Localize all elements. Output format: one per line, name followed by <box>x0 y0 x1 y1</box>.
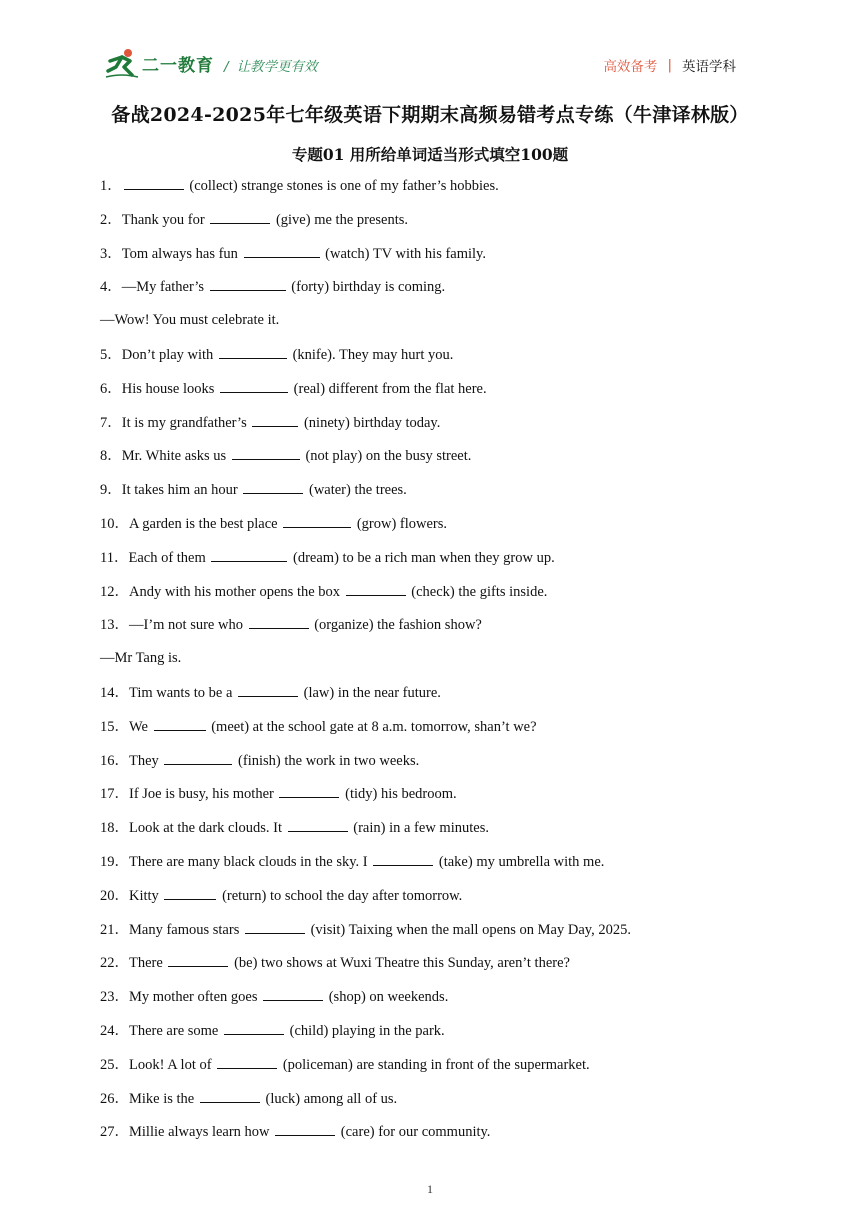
question-item <box>100 648 780 682</box>
brand-logo <box>104 46 216 80</box>
answer-blank[interactable] <box>288 817 348 832</box>
question-text: 2．Thank you for <box>100 211 209 228</box>
question-text: 27．Millie always learn how <box>100 1124 274 1141</box>
question-item <box>100 513 780 547</box>
question-text: 10．A garden is the best place <box>100 515 282 532</box>
question-item <box>100 412 780 446</box>
question-item <box>100 986 780 1020</box>
question-text: 15．We <box>100 718 152 735</box>
question-hint: (grow) flowers. <box>353 515 448 532</box>
answer-blank[interactable] <box>279 783 339 798</box>
answer-blank[interactable] <box>244 243 320 258</box>
question-hint: (ninety) birthday today. <box>300 414 441 431</box>
question-hint: (water) the trees. <box>305 482 407 499</box>
question-item <box>100 243 780 277</box>
question-hint: (give) me the presents. <box>272 211 409 228</box>
question-text: 8．Mr. White asks us <box>100 448 230 465</box>
question-hint: (visit) Taixing when the mall opens on May Day, 2025. <box>306 921 631 938</box>
question-item <box>100 209 780 243</box>
answer-blank[interactable] <box>275 1121 335 1136</box>
answer-blank[interactable] <box>217 1054 277 1069</box>
question-hint: (not play) on the busy street. <box>301 448 472 465</box>
question-text: 20．Kitty <box>100 887 163 904</box>
question-item <box>100 310 780 344</box>
question-item <box>100 783 780 817</box>
question-hint: (care) for our community. <box>337 1124 491 1141</box>
question-item <box>100 614 780 648</box>
question-text: 18．Look at the dark clouds. It <box>100 820 286 837</box>
question-text: 16．They <box>100 752 163 769</box>
question-hint: (policeman) are standing in front of the supermarket. <box>279 1056 590 1073</box>
question-item <box>100 1121 780 1155</box>
answer-blank[interactable] <box>164 885 216 900</box>
question-hint: (forty) birthday is coming. <box>287 279 446 296</box>
question-hint: (meet) at the school gate at 8 a.m. tomorrow, shan’t we? <box>207 718 537 735</box>
header-separator: | <box>667 57 672 73</box>
header-tag: 高效备考 <box>603 59 658 75</box>
question-item <box>100 581 780 615</box>
question-text: 26．Mike is the <box>100 1090 198 1107</box>
question-hint: (child) playing in the park. <box>286 1022 445 1039</box>
answer-blank[interactable] <box>224 1020 284 1035</box>
header-subject: 英语学科 <box>682 59 736 75</box>
question-item <box>100 378 780 412</box>
answer-blank[interactable] <box>210 209 270 224</box>
question-text: 21．Many famous stars <box>100 921 243 938</box>
question-list <box>100 175 780 1155</box>
question-text: 5．Don’t play with <box>100 346 217 363</box>
question-item <box>100 885 780 919</box>
question-text: 11．Each of them <box>100 549 210 566</box>
question-text: 1． <box>100 178 122 194</box>
question-item <box>100 445 780 479</box>
question-text: 24．There are some <box>100 1022 222 1039</box>
runner-logo-icon <box>104 47 140 79</box>
question-hint: (check) the gifts inside. <box>407 583 548 600</box>
question-item <box>100 1020 780 1054</box>
question-hint: (tidy) his bedroom. <box>341 786 457 803</box>
question-hint: (take) my umbrella with me. <box>435 853 605 870</box>
answer-blank[interactable] <box>219 344 287 359</box>
question-item <box>100 276 780 310</box>
question-text: —Mr Tang is. <box>100 650 182 667</box>
answer-blank[interactable] <box>249 614 309 629</box>
question-hint: (dream) to be a rich man when they grow up. <box>289 549 555 566</box>
question-item <box>100 817 780 851</box>
page-header <box>0 0 860 90</box>
question-text: 14．Tim wants to be a <box>100 684 237 701</box>
question-hint: (knife). They may hurt you. <box>288 346 454 363</box>
answer-blank[interactable] <box>232 445 300 460</box>
document-title: 备战2024-2025年七年级英语下期期末高频易错考点专练（牛津译林版） <box>111 104 749 126</box>
question-hint: (rain) in a few minutes. <box>349 820 489 837</box>
question-item <box>100 919 780 953</box>
question-item <box>100 750 780 784</box>
question-text: —Wow! You must celebrate it. <box>100 312 280 329</box>
question-item <box>100 952 780 986</box>
answer-blank[interactable] <box>220 378 288 393</box>
question-item <box>100 175 780 209</box>
answer-blank[interactable] <box>168 952 228 967</box>
question-item <box>100 344 780 378</box>
question-hint: (shop) on weekends. <box>325 989 449 1006</box>
question-item <box>100 716 780 750</box>
answer-blank[interactable] <box>243 479 303 494</box>
question-text: 3．Tom always has fun <box>100 245 242 262</box>
answer-blank[interactable] <box>124 175 184 190</box>
question-text: 6．His house looks <box>100 380 219 397</box>
question-hint: (organize) the fashion show? <box>310 617 482 634</box>
answer-blank[interactable] <box>245 919 305 934</box>
answer-blank[interactable] <box>154 716 206 731</box>
question-text: 23．My mother often goes <box>100 989 262 1006</box>
slogan-divider: / <box>224 59 229 75</box>
header-right <box>603 55 736 75</box>
question-item <box>100 1088 780 1122</box>
question-text: 22．There <box>100 955 167 972</box>
answer-blank[interactable] <box>252 412 298 427</box>
answer-blank[interactable] <box>238 682 298 697</box>
question-item <box>100 479 780 513</box>
answer-blank[interactable] <box>211 547 287 562</box>
question-hint: (luck) among all of us. <box>261 1090 398 1107</box>
document-subtitle: 专题01 用所给单词适当形式填空100题 <box>291 145 569 164</box>
logo-text: 二一教育 <box>142 55 214 76</box>
question-hint: (finish) the work in two weeks. <box>234 752 420 769</box>
slogan <box>224 55 318 75</box>
question-hint: (return) to school the day after tomorrow. <box>218 887 463 904</box>
answer-blank[interactable] <box>164 750 232 765</box>
question-text: 9．It takes him an hour <box>100 482 242 499</box>
question-hint: (law) in the near future. <box>300 684 441 701</box>
question-text: 13．—I’m not sure who <box>100 617 247 634</box>
answer-blank[interactable] <box>283 513 351 528</box>
question-text: 17．If Joe is busy, his mother <box>100 786 278 803</box>
page-number: 1 <box>427 1182 433 1196</box>
question-hint: (collect) strange stones is one of my father’s hobbies. <box>185 178 499 194</box>
answer-blank[interactable] <box>346 581 406 596</box>
question-hint: (real) different from the flat here. <box>290 380 487 397</box>
answer-blank[interactable] <box>373 851 433 866</box>
question-item <box>100 547 780 581</box>
question-item <box>100 682 780 716</box>
question-text: 4．—My father’s <box>100 279 208 296</box>
question-item <box>100 1054 780 1088</box>
question-text: 7．It is my grandfather’s <box>100 414 251 431</box>
answer-blank[interactable] <box>263 986 323 1001</box>
question-text: 19．There are many black clouds in the sky. I <box>100 853 372 870</box>
question-item <box>100 851 780 885</box>
question-hint: (watch) TV with his family. <box>321 245 486 262</box>
answer-blank[interactable] <box>210 276 286 291</box>
question-hint: (be) two shows at Wuxi Theatre this Sunday, aren’t there? <box>230 955 570 972</box>
slogan-text: 让教学更有效 <box>236 59 318 75</box>
answer-blank[interactable] <box>200 1088 260 1103</box>
question-text: 12．Andy with his mother opens the box <box>100 583 344 600</box>
question-text: 25．Look! A lot of <box>100 1056 216 1073</box>
